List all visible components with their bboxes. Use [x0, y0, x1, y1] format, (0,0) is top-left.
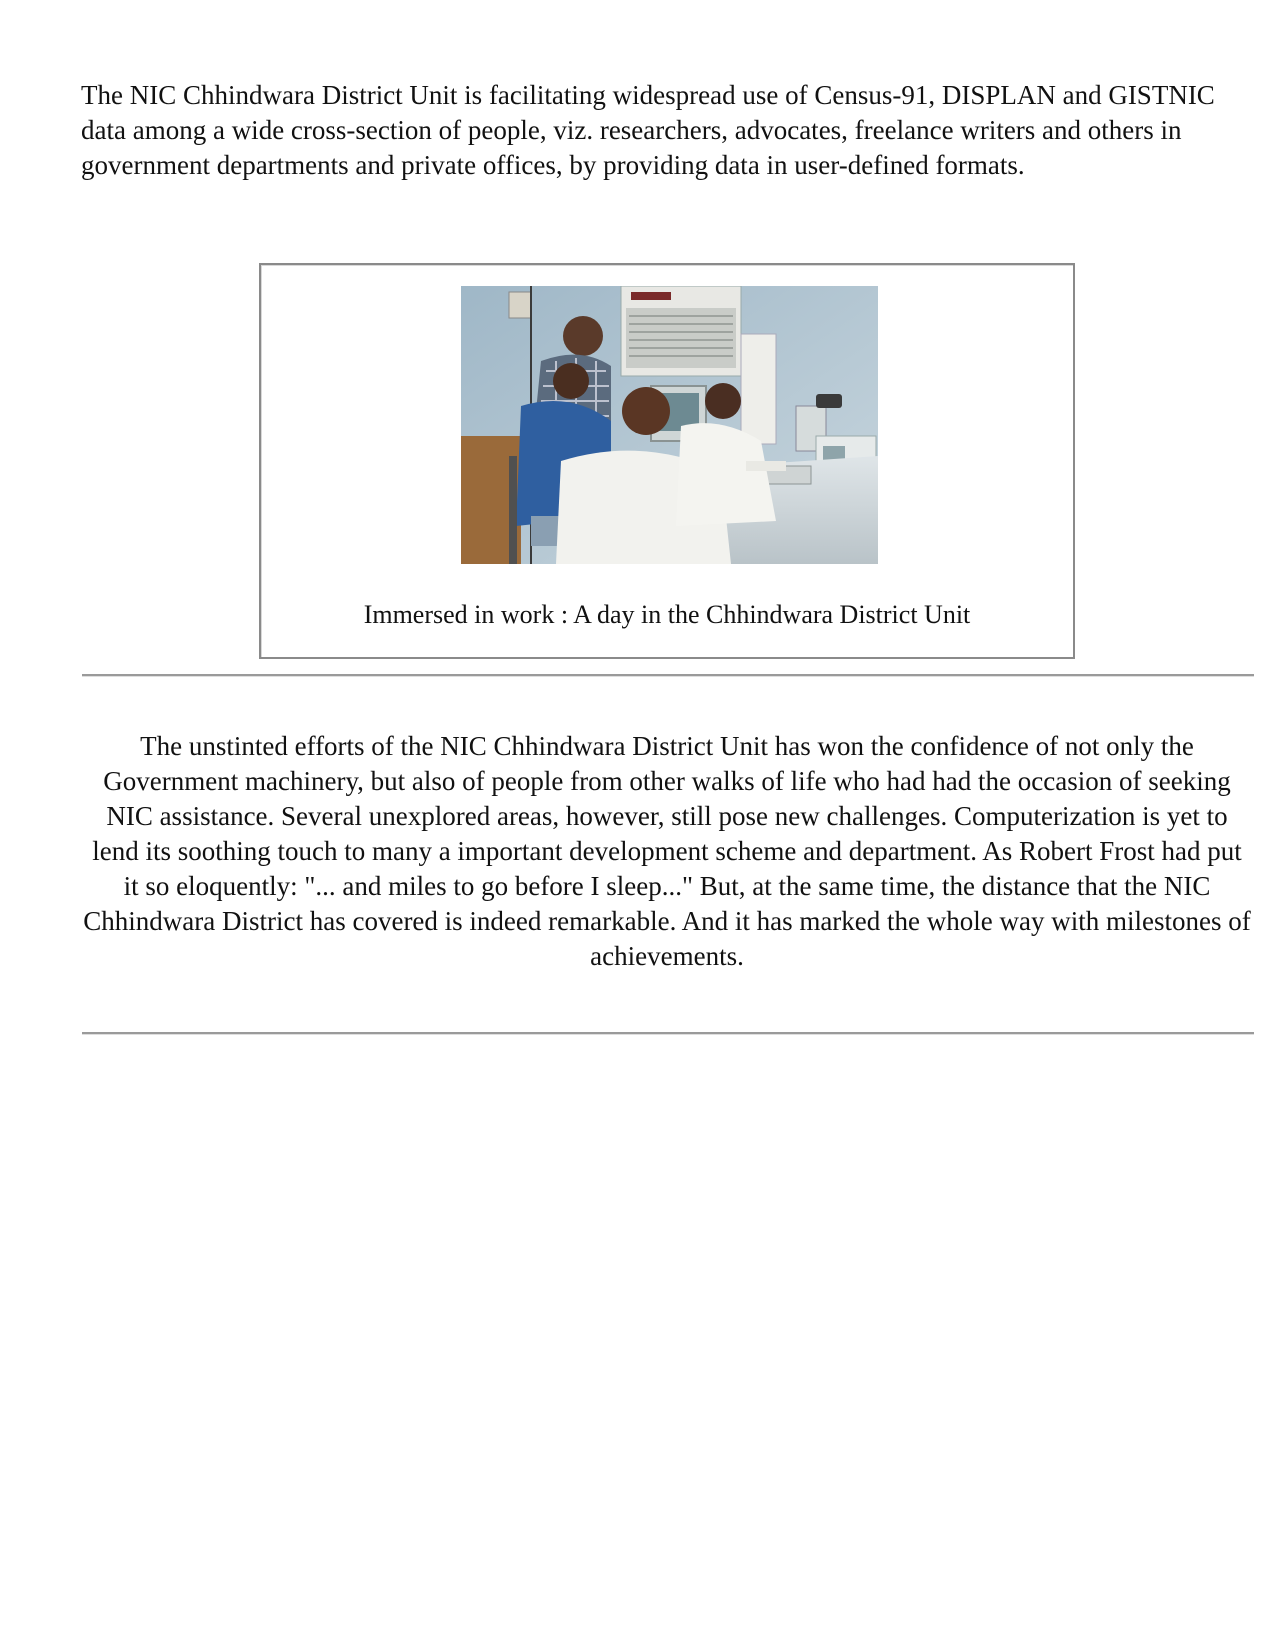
intro-paragraph: The NIC Chhindwara District Unit is facilitating widespread use of Census-91, DISPLAN and GISTNIC data among a wide cross-section of people, viz. researchers, advocates, freelance writers and others in government departments and private offices, by providing data in user-defined formats.: [81, 80, 1215, 180]
horizontal-rule: [82, 674, 1254, 677]
figure-caption: Immersed in work : A day in the Chhindwara District Unit: [363, 600, 971, 629]
horizontal-rule: [82, 1032, 1254, 1035]
closing-paragraph: The unstinted efforts of the NIC Chhindwara District Unit has won the confidence of not only the Government machinery, but also of people from other walks of life who had had the occasion of seeking NIC assistance. Several unexplored areas, however, still pose new challenges. Computerization is yet to lend its soothing touch to many a important development scheme and department. As Robert Frost had put it so eloquently: "... and miles to go before I sleep..." But, at the same time, the distance that the NIC Chhindwara District has covered is indeed remarkable. And it has marked the whole way with milestones of achievements.: [83, 731, 1251, 971]
photo-figure: [259, 263, 1075, 659]
office-photo: [461, 286, 878, 564]
